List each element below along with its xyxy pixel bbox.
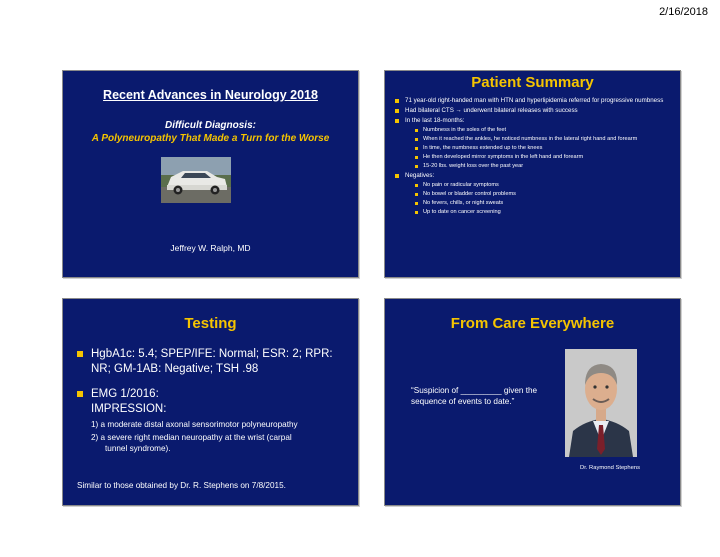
summary-subitem: 15-20 lbs. weight loss over the past year	[405, 163, 672, 170]
slide-patient-summary	[384, 70, 681, 278]
presentation-subtitle: Difficult Diagnosis:	[165, 120, 256, 131]
slide-heading: From Care Everywhere	[450, 315, 615, 332]
summary-subitem: Numbness in the soles of the feet	[405, 127, 672, 134]
emg-date: EMG 1/2016:	[91, 388, 159, 400]
lab-results	[77, 347, 350, 377]
testing-footnote: Similar to those obtained by Dr. R. Stephens on 7/8/2015.	[77, 481, 286, 490]
emg-heading	[77, 387, 350, 402]
presentation-subtitle-case: A Polyneuropathy That Made a Turn for the Worse	[91, 133, 330, 144]
presentation-title: Recent Advances in Neurology 2018	[103, 88, 318, 102]
slide-care-everywhere	[384, 298, 681, 506]
summary-item	[395, 172, 672, 216]
author-name: Jeffrey W. Ralph, MD	[170, 243, 251, 253]
consult-quote: “Suspicion of _________ given the sequence of events to date.”	[411, 386, 538, 406]
impression-line: 1) a moderate distal axonal sensorimotor polyneuropathy	[91, 420, 298, 429]
summary-subitem: He then developed mirror symptoms in the left hand and forearm	[405, 154, 672, 161]
summary-subitem: No fevers, chills, or night sweats	[405, 200, 672, 207]
summary-item-label: In the last 18-months:	[405, 117, 465, 124]
slide-title	[62, 70, 359, 278]
impression-label	[77, 402, 350, 417]
slide-testing	[62, 298, 359, 506]
impression-text: IMPRESSION:	[91, 403, 167, 415]
testing-content	[77, 347, 350, 454]
impression-line: 2) a severe right median neuropathy at the wrist (carpal	[91, 433, 292, 442]
summary-subitem: In time, the numbness extended up to the knees	[405, 145, 672, 152]
summary-item	[395, 117, 672, 170]
handout-date: 2/16/2018	[659, 6, 708, 18]
lab-results-text: HgbA1c: 5.4; SPEP/IFE: Normal; ESR: 2; RPR: NR; GM-1AB: Negative; TSH .98	[91, 348, 333, 375]
bullet-marker	[77, 391, 83, 397]
bullet-marker	[77, 351, 83, 357]
summary-sublist	[405, 127, 672, 170]
impression-line: tunnel syndrome).	[105, 444, 171, 453]
summary-subitem: When it reached the ankles, he noticed numbness in the lateral right hand and forearm	[405, 136, 672, 143]
summary-subitem: No pain or radicular symptoms	[405, 182, 672, 189]
summary-subitem: No bowel or bladder control problems	[405, 191, 672, 198]
summary-sublist	[405, 182, 672, 216]
car-photo	[161, 157, 231, 203]
doctor-portrait	[565, 349, 637, 457]
slide-heading: Testing	[184, 315, 237, 332]
slide-heading: Patient Summary	[471, 74, 594, 91]
summary-item: 71 year-old right-handed man with HTN and hyperlipidemia referred for progressive numbness	[395, 97, 672, 105]
summary-item-label: Negatives:	[405, 172, 435, 179]
portrait-caption: Dr. Raymond Stephens	[580, 465, 640, 471]
summary-list	[395, 97, 672, 218]
summary-subitem: Up to date on cancer screening	[405, 209, 672, 216]
summary-item: Had bilateral CTS → underwent bilateral releases with success	[395, 107, 672, 115]
